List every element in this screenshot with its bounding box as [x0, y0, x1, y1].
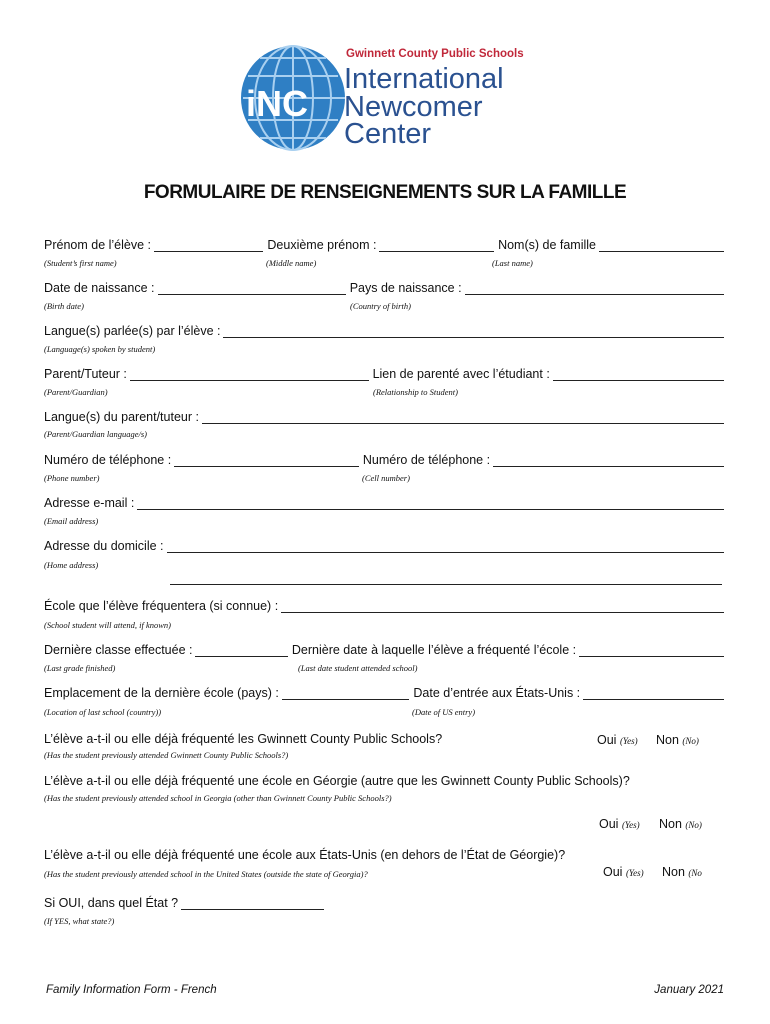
- option-yes-2[interactable]: Oui (Yes): [599, 817, 640, 831]
- middle-name-hint: (Middle name): [266, 258, 317, 268]
- birth-date-hint: (Birth date): [44, 301, 84, 311]
- last-date-hint: (Last date student attended school): [298, 663, 418, 673]
- email-field[interactable]: [137, 497, 724, 510]
- relation-hint: (Relationship to Student): [373, 387, 458, 397]
- option-yes-1[interactable]: Oui (Yes): [597, 733, 638, 747]
- last-name-label: Nom(s) de famille: [498, 238, 596, 252]
- question-georgia-hint: (Has the student previously attended school in Georgia (other than Gwinnett County Public Schools?): [44, 793, 392, 803]
- parent-language-field[interactable]: [202, 411, 724, 424]
- svg-text:International: International: [344, 63, 504, 95]
- email-hint: (Email address): [44, 516, 99, 526]
- parent-field[interactable]: [130, 368, 369, 381]
- first-name-hint: (Student’s first name): [44, 258, 117, 268]
- us-date-label: Date d’entrée aux États-Unis :: [413, 686, 581, 700]
- cell-field[interactable]: [493, 454, 724, 467]
- option-no-3[interactable]: Non (No: [662, 865, 702, 879]
- parent-hint: (Parent/Guardian): [44, 387, 108, 397]
- location-field[interactable]: [282, 687, 410, 700]
- option-no-2[interactable]: Non (No): [659, 817, 702, 831]
- parent-label: Parent/Tuteur :: [44, 367, 127, 381]
- option-yes-3[interactable]: Oui (Yes): [603, 865, 644, 879]
- grade-label: Dernière classe effectuée :: [44, 643, 193, 657]
- phone-label: Numéro de téléphone :: [44, 453, 172, 467]
- question-gcps: L’élève a-t-il ou elle déjà fréquenté les Gwinnett County Public Schools?: [44, 732, 443, 746]
- row-home: [44, 539, 724, 553]
- last-date-field[interactable]: [579, 644, 724, 657]
- language-hint: (Language(s) spoken by student): [44, 344, 156, 354]
- us-date-field[interactable]: [583, 687, 724, 700]
- svg-text:Gwinnett County Public Schools: Gwinnett County Public Schools: [346, 48, 524, 60]
- school-hint: (School student will attend, if known): [44, 620, 172, 630]
- question-gcps-hint: (Has the student previously attended Gwinnett County Public Schools?): [44, 750, 289, 760]
- row-plang: [44, 410, 724, 424]
- parent-language-label: Langue(s) du parent/tuteur :: [44, 410, 199, 424]
- option-no-1[interactable]: Non (No): [656, 733, 699, 747]
- state-field[interactable]: [181, 897, 324, 910]
- question-us-hint: (Has the student previously attended school in the United States (outside the state of Georgia)?: [44, 869, 368, 879]
- school-label: École que l’élève fréquentera (si connue) :: [44, 599, 279, 613]
- country-hint: (Country of birth): [350, 301, 411, 311]
- cell-label: Numéro de téléphone :: [362, 453, 491, 467]
- question-us: L’élève a-t-il ou elle déjà fréquenté une école aux États-Unis (en dehors de l’État de Géorgie)?: [44, 848, 566, 862]
- country-field[interactable]: [465, 282, 724, 295]
- school-field[interactable]: [281, 600, 724, 613]
- row-location: [44, 686, 724, 700]
- country-label: Pays de naissance :: [349, 281, 462, 295]
- home-label: Adresse du domicile :: [44, 539, 164, 553]
- footer-form-name: Family Information Form - French: [46, 984, 217, 996]
- row-birth: [44, 281, 724, 295]
- svg-text:Newcomer: Newcomer: [344, 91, 483, 123]
- grade-field[interactable]: [195, 644, 287, 657]
- row-state: [44, 896, 324, 910]
- row-phone: [44, 453, 724, 467]
- grade-hint: (Last grade finished): [44, 663, 116, 673]
- footer-date: January 2021: [654, 984, 724, 996]
- inc-logo: [238, 38, 538, 158]
- last-name-field[interactable]: [599, 239, 724, 252]
- home-field[interactable]: [167, 540, 724, 553]
- row-email: [44, 496, 724, 510]
- parent-language-hint: (Parent/Guardian language/s): [44, 429, 148, 439]
- row-names: [44, 238, 724, 252]
- form-title: FORMULAIRE DE RENSEIGNEMENTS SUR LA FAMILLE: [143, 182, 627, 203]
- home-field-line2[interactable]: [170, 572, 722, 585]
- first-name-field[interactable]: [154, 239, 263, 252]
- birth-date-label: Date de naissance :: [44, 281, 155, 295]
- us-date-hint: (Date of US entry): [412, 707, 476, 717]
- language-label: Langue(s) parlée(s) par l’élève :: [44, 324, 221, 338]
- state-hint: (If YES, what state?): [44, 916, 115, 926]
- relation-label: Lien de parenté avec l’étudiant :: [372, 367, 550, 381]
- middle-name-field[interactable]: [379, 239, 494, 252]
- row-parent: [44, 367, 724, 381]
- row-lang: [44, 324, 724, 338]
- relation-field[interactable]: [553, 368, 724, 381]
- birth-date-field[interactable]: [158, 282, 346, 295]
- svg-text:Center: Center: [344, 118, 432, 150]
- state-label: Si OUI, dans quel État ?: [44, 896, 179, 910]
- question-georgia: L’élève a-t-il ou elle déjà fréquenté une école en Géorgie (autre que les Gwinnett County Public Schools)?: [44, 774, 630, 788]
- first-name-label: Prénom de l’élève :: [44, 238, 152, 252]
- phone-field[interactable]: [174, 454, 359, 467]
- language-field[interactable]: [223, 325, 724, 338]
- home-hint: (Home address): [44, 560, 99, 570]
- location-hint: (Location of last school (country)): [44, 707, 162, 717]
- last-date-label: Dernière date à laquelle l’élève a fréquenté l’école :: [291, 643, 577, 657]
- cell-hint: (Cell number): [362, 473, 410, 483]
- svg-text:iNC: iNC: [246, 83, 308, 124]
- location-label: Emplacement de la dernière école (pays) :: [44, 686, 279, 700]
- phone-hint: (Phone number): [44, 473, 100, 483]
- row-school: [44, 599, 724, 613]
- last-name-hint: (Last name): [492, 258, 533, 268]
- email-label: Adresse e-mail :: [44, 496, 135, 510]
- row-grade: [44, 643, 724, 657]
- middle-name-label: Deuxième prénom :: [267, 238, 377, 252]
